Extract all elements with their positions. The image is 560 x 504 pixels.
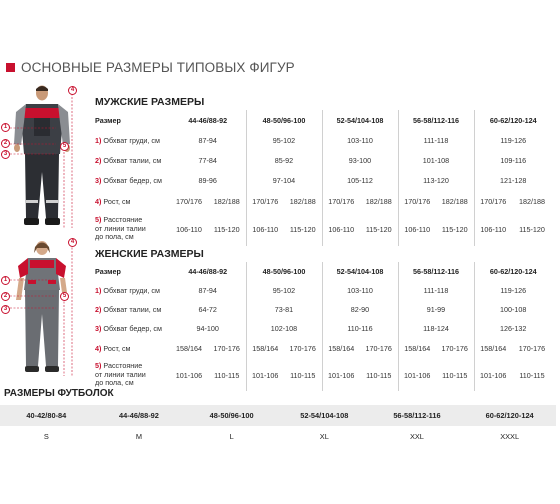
table-cell: 119-126 (500, 286, 527, 295)
table-row (92, 130, 552, 150)
marker-5-female: 5 (60, 292, 69, 301)
table-cell: 97-104 (246, 170, 322, 190)
table-cell: 101-106 (328, 370, 355, 380)
table-cell: 106-110 (404, 224, 431, 234)
tshirt-letter: XXL (409, 432, 424, 441)
table-cell: 170-176 (284, 338, 322, 359)
women-size-col: 56-58/112-116 (398, 262, 474, 281)
row-label: Рост, см (103, 344, 131, 353)
table-cell: 119-126 (500, 135, 527, 145)
page-header (6, 60, 295, 75)
women-size-col: 44-46/88-92 (170, 262, 246, 281)
men-size-table (92, 110, 552, 246)
table-cell: 95-102 (246, 130, 322, 150)
page-title: ОСНОВНЫЕ РАЗМЕРЫ ТИПОВЫХ ФИГУР (21, 60, 295, 75)
row-number: 5) (95, 215, 102, 225)
table-cell: 170/176 (404, 196, 431, 206)
women-size-label: Размер (95, 267, 121, 276)
marker-1-female: 1 (1, 276, 10, 285)
female-guide-lines (0, 236, 80, 382)
tshirt-size-col: 48-50/96-100 (185, 405, 278, 426)
row-label: Обхват талии, см (103, 155, 162, 165)
table-cell: 103-110 (322, 281, 398, 300)
table-cell: 158/164 (176, 344, 202, 353)
table-cell: 182/188 (360, 190, 398, 212)
table-cell: 89-96 (170, 170, 246, 190)
table-cell: 100-108 (500, 305, 527, 314)
tshirt-letter-row (0, 426, 556, 447)
table-cell: 87-94 (170, 281, 246, 300)
row-label: Обхват груди, см (103, 286, 160, 295)
row-label: Обхват груди, см (103, 135, 160, 145)
row-label: Расстояние (103, 215, 143, 225)
marker-3-female: 3 (1, 305, 10, 314)
tshirt-letter: M (135, 432, 143, 441)
row-label: от линии талии (95, 369, 146, 379)
table-cell: 170-176 (208, 338, 246, 359)
marker-1: 1 (1, 123, 10, 132)
tshirt-size-col: 60-62/120-124 (463, 405, 556, 426)
table-cell: 94-100 (170, 319, 246, 338)
table-cell: 111-118 (398, 281, 474, 300)
row-number: 4) (95, 344, 102, 353)
tshirt-size-col: 56-58/112-116 (371, 405, 464, 426)
table-cell: 113-120 (398, 170, 474, 190)
table-cell: 182/188 (519, 196, 545, 206)
table-cell: 126-132 (500, 324, 527, 333)
table-cell: 87-94 (170, 130, 246, 150)
table-cell: 158/164 (480, 344, 507, 353)
table-row (92, 212, 552, 246)
table-cell: 106-110 (480, 224, 507, 234)
table-cell: 115-120 (208, 212, 246, 246)
table-cell: 170-176 (436, 338, 474, 359)
table-cell: 110-115 (208, 359, 246, 391)
table-cell: 110-115 (519, 370, 545, 380)
table-cell: 106-110 (328, 224, 355, 234)
table-cell: 182/188 (284, 190, 322, 212)
row-number: 1) (95, 135, 102, 145)
table-cell: 101-106 (175, 370, 203, 380)
table-cell: 106-110 (252, 224, 279, 234)
men-section-title: МУЖСКИЕ РАЗМЕРЫ (95, 96, 205, 108)
table-cell: 105-112 (322, 170, 398, 190)
marker-4-female: 4 (68, 238, 77, 247)
men-size-col: 56-58/112-116 (398, 110, 474, 130)
row-label: Обхват бедер, см (103, 324, 162, 333)
table-cell: 91-99 (398, 300, 474, 319)
table-cell: 115-120 (436, 212, 474, 246)
table-cell: 170/176 (480, 196, 507, 206)
table-cell: 106-110 (176, 224, 202, 234)
tshirt-size-col: 44-46/88-92 (93, 405, 186, 426)
women-size-table (92, 262, 552, 391)
table-cell: 170/176 (328, 196, 355, 206)
table-cell: 77-84 (170, 150, 246, 170)
table-cell: 110-116 (322, 319, 398, 338)
tshirt-letter: XXXL (500, 432, 520, 441)
male-guide-lines (0, 82, 80, 232)
men-size-label: Размер (95, 115, 121, 125)
table-cell: 101-108 (398, 150, 474, 170)
men-size-col: 48-50/96-100 (246, 110, 322, 130)
men-size-col: 52-54/104-108 (322, 110, 398, 130)
table-cell: 115-120 (284, 212, 322, 246)
tshirt-letter: XL (319, 432, 329, 441)
table-cell: 170-176 (518, 344, 546, 353)
row-label: до пола, см (95, 232, 134, 242)
marker-2-female: 2 (1, 292, 10, 301)
tshirt-size-col: 52-54/104-108 (278, 405, 371, 426)
row-number: 2) (95, 305, 102, 314)
marker-5: 5 (60, 142, 69, 151)
row-number: 4) (95, 196, 102, 206)
table-row (92, 150, 552, 170)
row-number: 1) (95, 286, 102, 295)
table-cell: 82-90 (322, 300, 398, 319)
marker-4: 4 (68, 86, 77, 95)
table-cell: 109-116 (500, 155, 527, 165)
table-cell: 111-118 (398, 130, 474, 150)
women-section-title: ЖЕНСКИЕ РАЗМЕРЫ (95, 248, 204, 260)
table-cell: 182/188 (436, 190, 474, 212)
tshirt-size-table (0, 405, 556, 447)
table-cell: 170/176 (252, 196, 279, 206)
table-cell: 85-92 (246, 150, 322, 170)
table-cell: 101-106 (404, 370, 431, 380)
table-cell: 102-108 (246, 319, 322, 338)
table-cell: 170/176 (176, 196, 202, 206)
table-row (92, 281, 552, 300)
table-cell: 170-176 (360, 338, 398, 359)
table-cell: 101-106 (480, 370, 507, 380)
women-header-row (92, 262, 552, 281)
row-number: 5) (95, 361, 102, 371)
table-cell: 103-110 (322, 130, 398, 150)
tshirt-letter: S (43, 432, 49, 441)
table-row (92, 170, 552, 190)
table-row (92, 338, 552, 359)
table-cell: 115-120 (360, 212, 398, 246)
table-cell: 118-124 (398, 319, 474, 338)
table-cell: 115-120 (519, 224, 545, 234)
table-cell: 95-102 (246, 281, 322, 300)
row-number: 3) (95, 175, 102, 185)
table-cell: 110-115 (284, 359, 322, 391)
marker-2: 2 (1, 139, 10, 148)
men-header-row (92, 110, 552, 130)
row-label: от линии талии (95, 223, 146, 233)
table-row (92, 319, 552, 338)
table-cell: 101-106 (252, 370, 279, 380)
tshirt-section-title: РАЗМЕРЫ ФУТБОЛОК (4, 388, 114, 399)
table-cell: 110-115 (436, 359, 474, 391)
accent-square (6, 63, 15, 72)
table-cell: 64-72 (170, 300, 246, 319)
table-cell: 158/164 (328, 344, 355, 353)
row-number: 3) (95, 324, 102, 333)
tshirt-size-col: 40-42/80-84 (0, 405, 93, 426)
table-cell: 182/188 (208, 190, 246, 212)
row-label: Обхват талии, см (103, 305, 162, 314)
table-cell: 158/164 (404, 344, 431, 353)
table-cell: 121-128 (500, 175, 527, 185)
men-size-col: 60-62/120-124 (489, 115, 537, 125)
table-cell: 158/164 (252, 344, 279, 353)
table-row (92, 300, 552, 319)
row-label: Обхват бедер, см (103, 175, 162, 185)
table-cell: 73-81 (246, 300, 322, 319)
row-label: Рост, см (103, 196, 131, 206)
row-number: 2) (95, 155, 102, 165)
women-size-col: 48-50/96-100 (246, 262, 322, 281)
men-size-col: 44-46/88-92 (170, 110, 246, 130)
women-size-col: 60-62/120-124 (489, 267, 537, 276)
table-cell: 110-115 (360, 359, 398, 391)
table-row (92, 190, 552, 212)
women-size-col: 52-54/104-108 (322, 262, 398, 281)
table-cell: 93-100 (322, 150, 398, 170)
row-label: до пола, см (95, 378, 134, 388)
row-label: Расстояние (103, 361, 143, 371)
table-row (92, 359, 552, 391)
tshirt-letter: L (229, 432, 234, 441)
marker-3: 3 (1, 150, 10, 159)
tshirt-header-row (0, 405, 556, 426)
